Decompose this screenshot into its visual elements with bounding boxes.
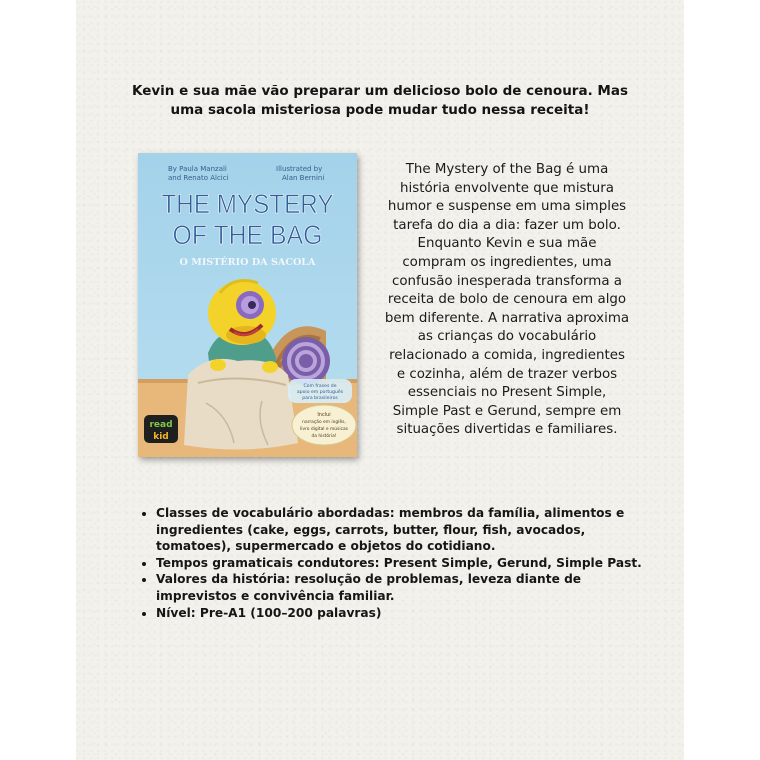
list-item: • Nível: Pre-A1 (100–200 palavras) [156,605,656,622]
feature-list [136,505,656,621]
character-hand-left [210,359,226,371]
svg-text:para brasileiros: para brasileiros [302,396,338,401]
svg-text:Com frases de: Com frases de [303,384,337,389]
svg-text:Inclui: Inclui [317,412,331,418]
svg-text:livro digital e músicas: livro digital e músicas [300,427,348,432]
svg-text:read: read [149,420,173,430]
list-item: • Classes de vocabulário abordadas: membros da família, alimentos e ingredientes (cake, eggs, carrots, butter, flour, fish, avocados, tomatoes), supermercado e objetos do cotidiano. [156,505,656,555]
cover-title-line1: THE MYSTERY [161,189,334,219]
list-item: • Tempos gramaticais condutores: Present Simple, Gerund, Simple Past. [156,555,656,572]
cover-title-line2: OF THE BAG [172,220,323,250]
illustrator-credit-2: Alan Bernini [282,174,325,182]
book-description: The Mystery of the Bag é uma história envolvente que mistura humor e suspense em uma simples tarefa do dia a dia: fazer um bolo. Enquanto Kevin e sua mãe compram os ingredientes, uma confusão inesperada transforma a receita de bolo de cenoura em algo bem diferente. A narrativa aproxima as crianças do vocabulário relacionado a comida, ingredientes e cozinha, além de trazer verbos essenciais no Present Simple, Simple Past e Gerund, sempre em situações divertidas e familiares. [384,162,630,438]
cover-subtitle: O MISTÉRIO DA SACOLA [179,257,315,268]
svg-text:narração em inglês,: narração em inglês, [302,420,346,425]
illustrator-credit-1: Illustrated by [276,165,323,173]
mystery-bag [184,359,298,450]
list-item: • Valores da história: resolução de problemas, leveza diante de imprevistos e convivência familiar. [156,571,656,604]
author-credit-2: and Renato Alcici [168,174,229,182]
publisher-logo [144,415,178,443]
character-hand-right [262,361,278,373]
book-cover [138,153,357,457]
lollipop-illustration [282,337,330,385]
author-credit-1: By Paula Manzali [168,165,227,173]
svg-text:da história!: da história! [311,434,337,439]
book-cover-illustration [138,153,357,457]
character-head [208,281,276,345]
portuguese-support-badge [288,379,352,403]
headline: Kevin e sua mãe vão preparar um delicioso bolo de cenoura. Mas uma sacola misteriosa pode mudar tudo nessa receita! [132,83,628,118]
audio-digital-badge [292,405,356,445]
product-page [76,0,684,760]
svg-text:apoio em português: apoio em português [296,390,344,395]
svg-text:kid: kid [153,432,169,442]
